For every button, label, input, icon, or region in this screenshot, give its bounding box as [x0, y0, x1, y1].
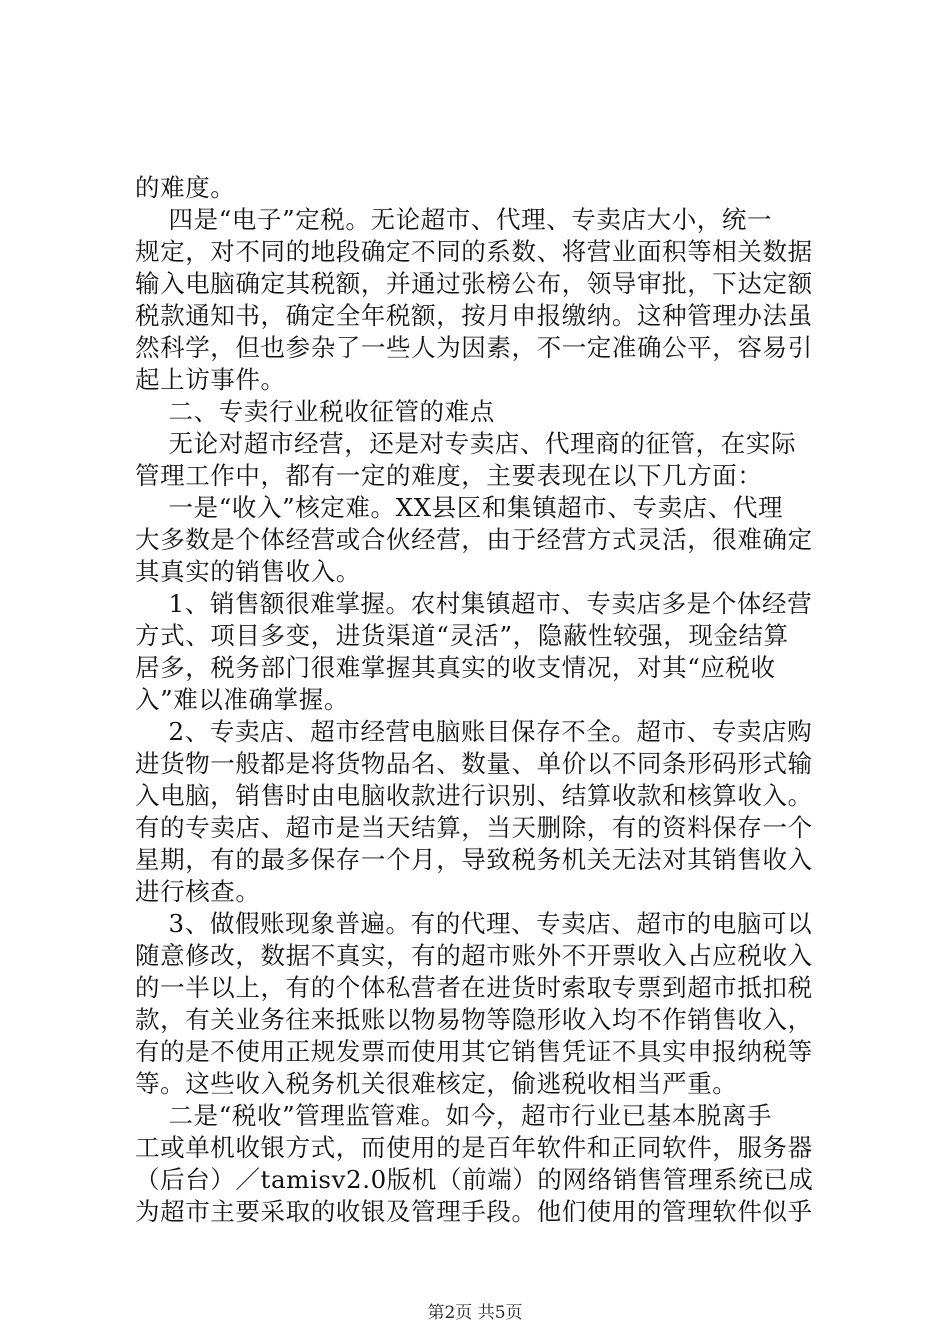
text-line: 其真实的销售收入。 [135, 557, 361, 586]
text-line: 入电脑，销售时由电脑收款进行识别、结算收款和核算收入。 [135, 781, 813, 810]
text-line: 等。这些收入税务机关很难核定，偷逃税收相当严重。 [135, 1069, 738, 1098]
text-line: 居多，税务部门很难掌握其真实的收支情况，对其“应税收 [135, 653, 776, 682]
text-line: 然科学，但也参杂了一些人为因素，不一定准确公平，容易引 [135, 333, 813, 362]
text-line: 四是“电子”定税。无论超市、代理、专卖店大小，统一 [135, 205, 773, 234]
page-footer: 第2页 共5页 [427, 1303, 523, 1323]
text-line: 2、专卖店、超市经营电脑账目保存不全。超市、专卖店购 [135, 717, 813, 746]
text-line: 星期，有的最多保存一个月，导致税务机关无法对其销售收入 [135, 845, 813, 874]
text-line: 二、专卖行业税收征管的难点 [135, 397, 495, 426]
text-line: 起上访事件。 [135, 365, 286, 394]
text-line: 进行核查。 [135, 877, 261, 906]
text-line: 为超市主要采取的收银及管理手段。他们使用的管理软件似乎 [135, 1197, 813, 1226]
text-line: 的一半以上，有的个体私营者在进货时索取专票到超市抵扣税 [135, 973, 813, 1002]
text-line: 无论对超市经营，还是对专卖店、代理商的征管，在实际 [135, 429, 797, 458]
text-line: 的难度。 [135, 173, 236, 202]
text-line: 3、做假账现象普遍。有的代理、专卖店、超市的电脑可以 [135, 909, 813, 938]
text-line: 1、销售额很难掌握。农村集镇超市、专卖店多是个体经营 [135, 589, 813, 618]
text-line: 方式、项目多变，进货渠道“灵活”，隐蔽性较强，现金结算 [135, 621, 789, 650]
text-line: 随意修改，数据不真实，有的超市账外不开票收入占应税收入 [135, 941, 813, 970]
text-line: 有的专卖店、超市是当天结算，当天删除，有的资料保存一个 [135, 813, 813, 842]
text-line: 入”难以准确掌握。 [135, 685, 349, 714]
text-line: 一是“收入”核定难。XX县区和集镇超市、专卖店、代理 [135, 493, 784, 522]
text-line: 有的是不使用正规发票而使用其它销售凭证不具实申报纳税等 [135, 1037, 813, 1066]
text-line: 进货物一般都是将货物品名、数量、单价以不同条形码形式输 [135, 749, 813, 778]
text-line: 输入电脑确定其税额，并通过张榜公布，领导审批，下达定额 [135, 269, 813, 298]
text-line: 管理工作中，都有一定的难度，主要表现在以下几方面： [135, 461, 763, 490]
text-line: 大多数是个体经营或合伙经营，由于经营方式灵活，很难确定 [135, 525, 813, 554]
text-line: 二是“税收”管理监管难。如今，超市行业已基本脱离手 [135, 1101, 773, 1130]
text-line: 规定，对不同的地段确定不同的系数、将营业面积等相关数据 [135, 237, 813, 266]
text-line: 税款通知书，确定全年税额，按月申报缴纳。这种管理办法虽 [135, 301, 813, 330]
text-line: （后台）／tamisv2.0版机（前端）的网络销售管理系统已成 [135, 1165, 814, 1194]
document-body [135, 172, 815, 1228]
text-line: 工或单机收银方式，而使用的是百年软件和正同软件，服务器 [135, 1133, 813, 1162]
text-line: 款，有关业务往来抵账以物易物等隐形收入均不作销售收入， [135, 1005, 813, 1034]
